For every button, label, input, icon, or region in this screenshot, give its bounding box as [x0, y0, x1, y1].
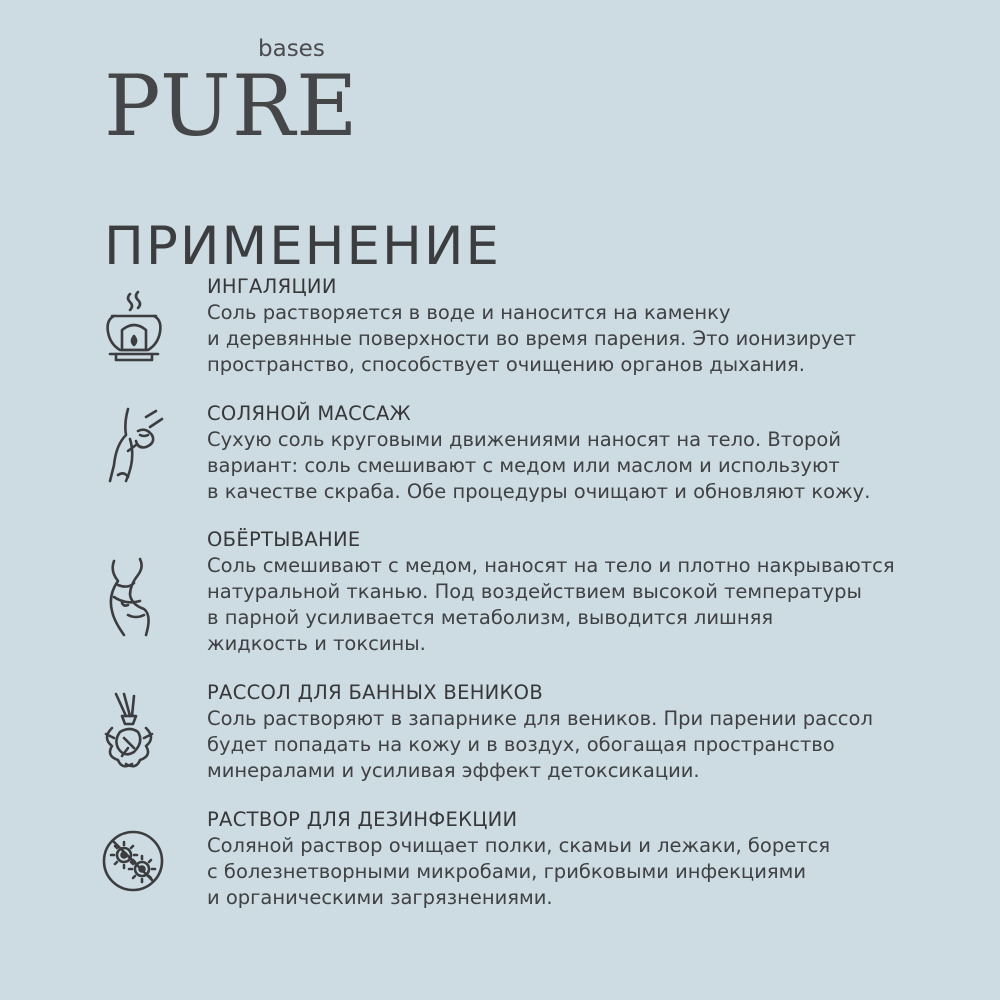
section-heading: ИНГАЛЯЦИИ: [207, 275, 337, 298]
page-title: ПРИМЕНЕНИЕ: [104, 215, 502, 277]
body-line: вариант: соль смешивают с медом или маслом и используют: [207, 454, 840, 477]
section-body: [207, 427, 977, 505]
section-body: [207, 706, 977, 784]
body-line: Соляной раствор очищает полки, скамьи и лежаки, борется: [207, 834, 831, 857]
section-body: [207, 833, 977, 911]
body-line: с болезнетворными микробами, грибковыми инфекциями: [207, 860, 806, 883]
body-line: будет попадать на кожу и в воздух, обогащая пространство: [207, 733, 835, 756]
section-heading: СОЛЯНОЙ МАССАЖ: [207, 402, 411, 425]
body-line: минералами и усиливая эффект детоксикации.: [207, 759, 700, 782]
aroma-lamp-icon: [100, 288, 166, 368]
section-heading: РАСТВОР ДЛЯ ДЕЗИНФЕКЦИИ: [207, 808, 518, 831]
section-body: [207, 553, 977, 657]
body-line: Сухую соль круговыми движениями наносят на тело. Второй: [207, 428, 842, 451]
section-text: [207, 401, 977, 505]
body-line: и деревянные поверхности во время парения. Это ионизирует: [207, 327, 856, 350]
section-heading: РАССОЛ ДЛЯ БАННЫХ ВЕНИКОВ: [207, 681, 544, 704]
body-wrap-icon: [100, 557, 166, 637]
body-line: и органическими загрязнениями.: [207, 886, 553, 909]
body-line: Соль растворяют в запарнике для веников. При парении рассол: [207, 707, 873, 730]
body-line: пространство, способствует очищению органов дыхания.: [207, 353, 805, 376]
body-line: Соль смешивают с медом, наносят на тело и плотно накрываются: [207, 554, 895, 577]
bath-broom-icon: [100, 692, 166, 772]
section-heading: ОБЁРТЫВАНИЕ: [207, 528, 361, 551]
section-text: [207, 274, 977, 378]
body-line: Соль растворяется в воде и наносится на каменку: [207, 301, 731, 324]
no-germs-icon: [100, 821, 166, 901]
section-text: [207, 527, 977, 657]
logo-subtitle: bases: [258, 36, 325, 62]
section-body: [207, 300, 977, 378]
section-text: [207, 680, 977, 784]
section-text: [207, 807, 977, 911]
logo-wordmark: PURE: [104, 57, 359, 155]
body-line: жидкость и токсины.: [207, 632, 426, 655]
massage-body-icon: [100, 405, 166, 485]
body-line: натуральной тканью. Под воздействием высокой температуры: [207, 580, 862, 603]
brand-logo: [104, 30, 359, 155]
body-line: в качестве скраба. Обе процедуры очищают и обновляют кожу.: [207, 480, 871, 503]
body-line: в парной усиливается метаболизм, выводится лишняя: [207, 606, 774, 629]
